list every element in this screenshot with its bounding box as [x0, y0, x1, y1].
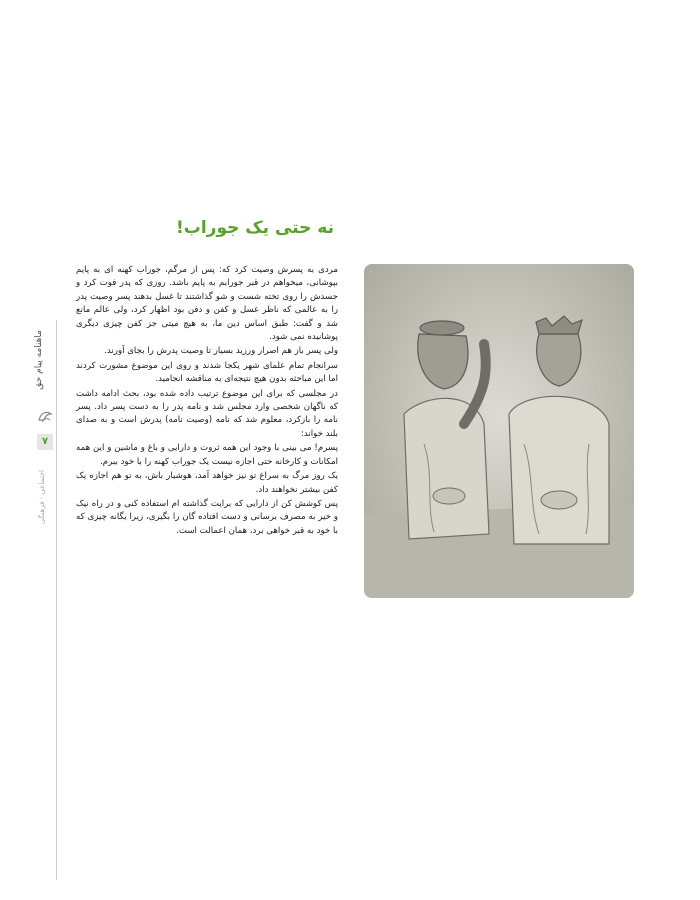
paragraph: یک روز مرگ به سراغ تو نیز خواهد آمد، هوشیار باش، به تو هم اجازه یک کفن بیشتر نخواهند داد.	[76, 471, 338, 495]
paragraph: ولی پسر باز هم اصرار ورزید بسیار تا وصیت پدرش را بجای آورند.	[104, 346, 338, 357]
section-label: اجتماعی - فرهنگی	[38, 470, 46, 525]
paragraph: سرانجام تمام علمای شهر یکجا شدند و روی این موضوع مشورت کردند اما این مباحثه بدون هیچ نتیجه‌ای به مناقشه انجامید.	[76, 360, 338, 385]
paragraph: مردی به پسرش وصیت کرد که: پس از مرگم، جوراب کهنه ای به پایم بپوشانی، میخواهم در قبر جورابم به پایم باشد. روزی که پدر فوت کرد و جسدش را روی تخته شست و شو گذاشتند تا غسل بدهند پسر وصیت پدر را به عالمی که ناظر غسل و کفن و دفن بود اظهار کرد، ولی عالم مانع شد و گفت: طبق اساس دین ما، به هیچ میتی جز کفن چیزی دیگری پوشانیده نمی شود.	[76, 265, 338, 343]
article-body	[76, 264, 338, 539]
paragraph: در مجلسی که برای این موضوع ترتیب داده شده بود، بحث ادامه داشت که ناگهان شخصی وارد مجلس شد و نامه پدر را به دست پسر داد. پسر نامه را بازکرد، معلوم شد که نامه (وصیت نامه) پدرش است و به صدای بلند خواند:	[76, 388, 338, 439]
paragraph: پس کوشش کن از دارایی که برایت گذاشته ام استفاده کنی و در راه نیک و خیر به مصرف برسانی و دست افتاده گان را بگیری، زیرا یگانه چیزی که با خود به قبر خواهی برد، همان اعمالت است.	[76, 498, 338, 536]
magazine-logo-icon	[36, 408, 54, 426]
sidebar	[32, 330, 60, 550]
page-number: ۷	[37, 434, 53, 450]
article-illustration	[364, 264, 634, 598]
magazine-name: ماهنامه پیام حق	[34, 330, 44, 390]
paragraph: پسرم! می بینی با وجود این همه ثروت و دارایی و باغ و ماشین و این همه امکانات و کارخانه حتی اجازه نیست یک جوراب کهنه را با خود ببرم.	[76, 443, 338, 467]
article-title: نه حتی یک جوراب!	[176, 218, 334, 238]
